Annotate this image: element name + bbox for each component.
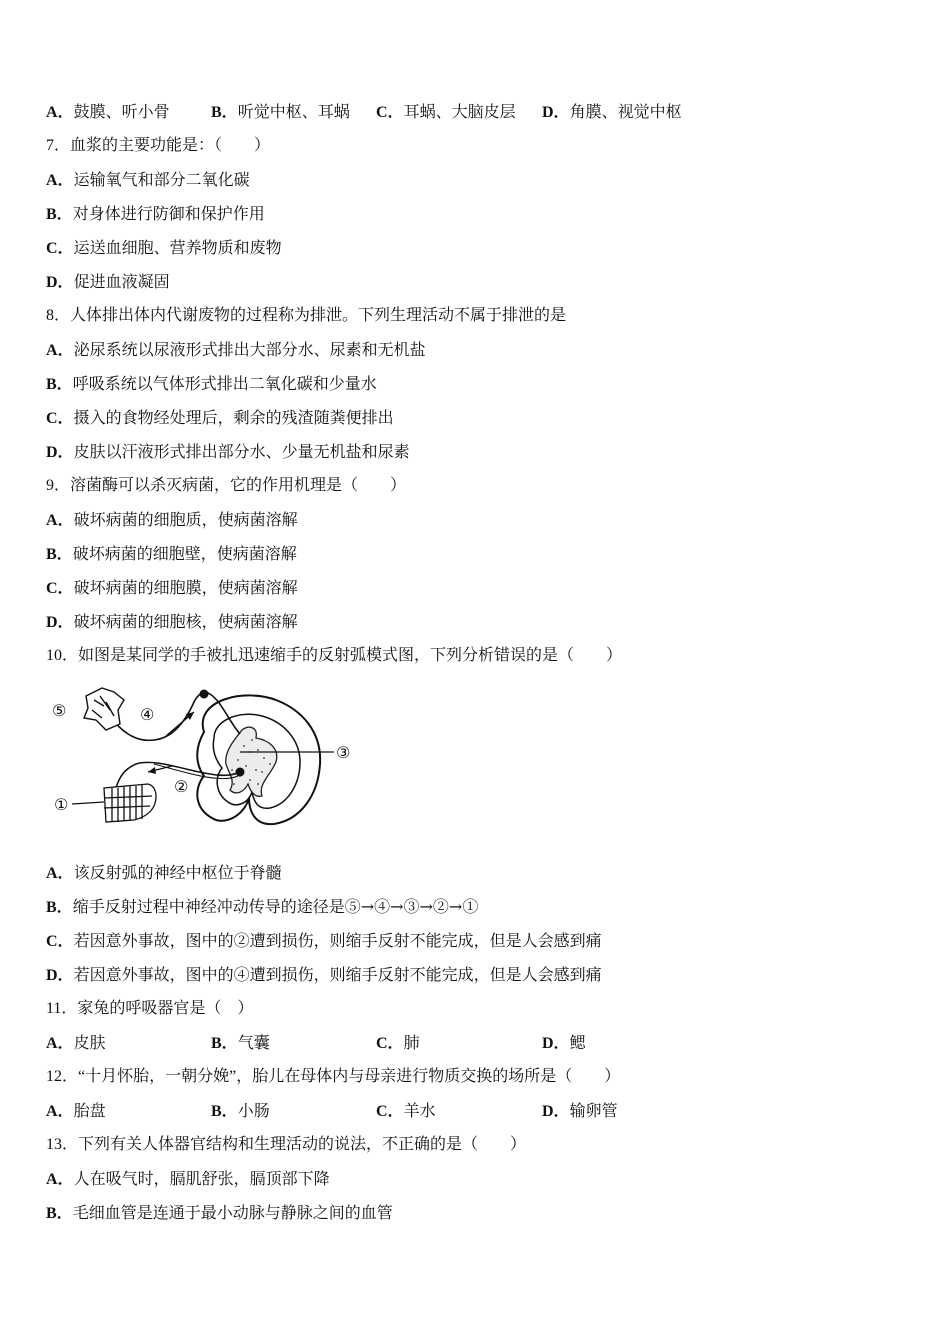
- label-5: ⑤: [52, 701, 67, 720]
- q10-option-c: C．若因意外事故，图中的②遭到损伤，则缩手反射不能完成，但是人会感到痛: [46, 931, 602, 950]
- muscle-leader: [72, 802, 104, 804]
- q11-option-a: A．皮肤: [46, 1033, 106, 1052]
- q9-option-a: A．破坏病菌的细胞质，使病菌溶解: [46, 510, 298, 529]
- q8-option-b: B．呼吸系统以气体形式排出二氧化碳和少量水: [46, 374, 377, 393]
- q7-option-d: D．促进血液凝固: [46, 272, 170, 291]
- sensory-ganglion: [200, 690, 209, 699]
- q6-option-a: A．鼓膜、听小骨: [46, 102, 170, 121]
- motor-neuron-body: [236, 768, 245, 777]
- q10-option-b: B．缩手反射过程中神经冲动传导的途径是⑤→④→③→②→①: [46, 897, 479, 916]
- q10-stem: 10．如图是某同学的手被扎迅速缩手的反射弧模式图，下列分析错误的是（ ）: [46, 647, 623, 664]
- q10-option-a: A．该反射弧的神经中枢位于脊髓: [46, 863, 282, 882]
- q6-option-d: D．角膜、视觉中枢: [542, 102, 682, 121]
- skin-receptor: [84, 688, 124, 730]
- q8-option-a: A．泌尿系统以尿液形式排出大部分水、尿素和无机盐: [46, 340, 426, 359]
- q8-option-c: C．摄入的食物经处理后，剩余的残渣随粪便排出: [46, 408, 394, 427]
- q9-option-d: D．破坏病菌的细胞核，使病菌溶解: [46, 612, 298, 631]
- q9-option-c: C．破坏病菌的细胞膜，使病菌溶解: [46, 578, 298, 597]
- q12-option-d: D．输卵管: [542, 1101, 618, 1120]
- motor-arrowhead: [148, 767, 156, 774]
- label-2: ②: [174, 777, 189, 796]
- q7-option-c: C．运送血细胞、营养物质和废物: [46, 238, 282, 257]
- q11-option-c: C．肺: [376, 1033, 420, 1052]
- q13-option-b: B．毛细血管是连通于最小动脉与静脉之间的血管: [46, 1203, 393, 1222]
- label-1: ①: [54, 795, 69, 814]
- gray-matter: [226, 727, 277, 796]
- sensory-nerve: [110, 692, 240, 740]
- label-3: ③: [336, 743, 351, 762]
- q8-option-d: D．皮肤以汗液形式排出部分水、少量无机盐和尿素: [46, 442, 410, 461]
- q7-option-a: A．运输氧气和部分二氧化碳: [46, 170, 250, 189]
- q6-option-c: C．耳蜗、大脑皮层: [376, 102, 516, 121]
- q7-stem: 7．血浆的主要功能是：（ ）: [46, 137, 271, 154]
- q8-stem: 8．人体排出体内代谢废物的过程称为排泄。下列生理活动不属于排泄的是: [46, 307, 567, 324]
- q12-option-b: B．小肠: [211, 1101, 270, 1120]
- q12-option-a: A．胎盘: [46, 1101, 106, 1120]
- q9-option-b: B．破坏病菌的细胞壁，使病菌溶解: [46, 544, 297, 563]
- q13-stem: 13．下列有关人体器官结构和生理活动的说法，不正确的是（ ）: [46, 1136, 527, 1153]
- q6-option-b: B．听觉中枢、耳蜗: [211, 102, 350, 121]
- q11-option-d: D．鳃: [542, 1033, 586, 1052]
- q12-stem: 12．“十月怀胎，一朝分娩”，胎儿在母体内与母亲进行物质交换的场所是（ ）: [46, 1068, 621, 1085]
- q7-option-b: B．对身体进行防御和保护作用: [46, 204, 265, 223]
- q12-option-c: C．羊水: [376, 1101, 436, 1120]
- label-4: ④: [140, 705, 155, 724]
- q9-stem: 9．溶菌酶可以杀灭病菌，它的作用机理是（ ）: [46, 477, 407, 494]
- q11-stem: 11．家兔的呼吸器官是（ ）: [46, 1000, 254, 1017]
- reflex-arc-diagram: [44, 680, 362, 832]
- muscle-effector: [104, 784, 156, 822]
- q10-option-d: D．若因意外事故，图中的④遭到损伤，则缩手反射不能完成，但是人会感到痛: [46, 965, 602, 984]
- q11-option-b: B．气囊: [211, 1033, 270, 1052]
- q13-option-a: A．人在吸气时，膈肌舒张，膈顶部下降: [46, 1169, 330, 1188]
